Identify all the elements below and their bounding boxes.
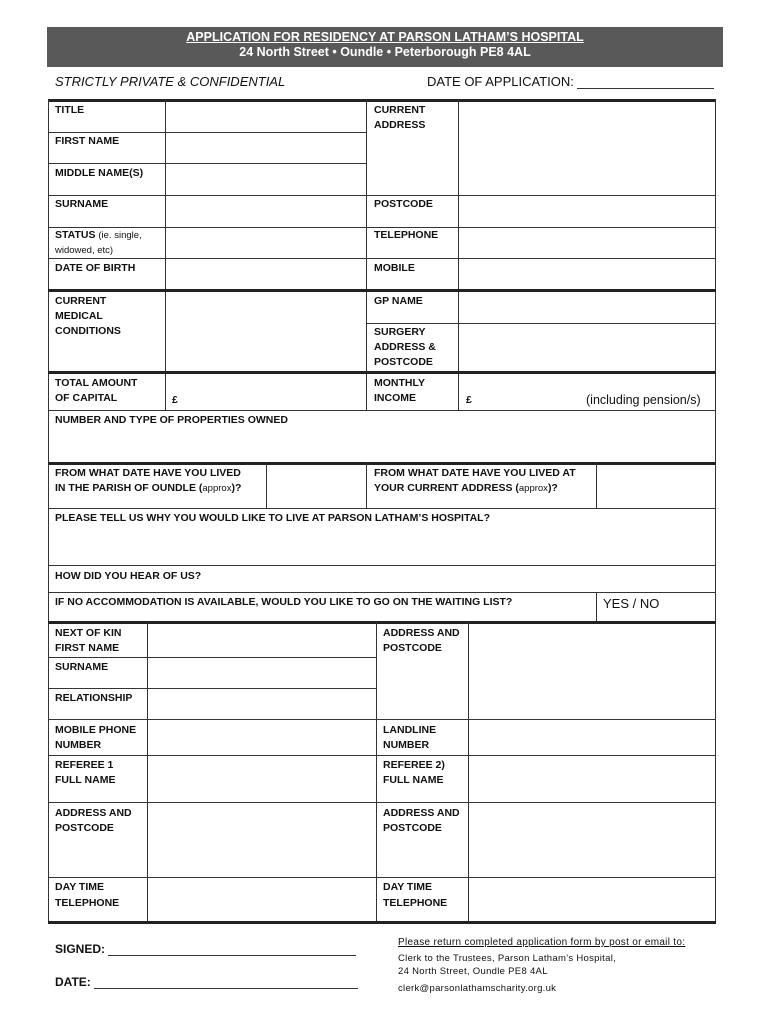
gp-name-label: GP NAME — [374, 295, 423, 307]
status-label-text: STATUS — [55, 229, 96, 241]
mobile-field[interactable] — [459, 259, 715, 289]
form-title: APPLICATION FOR RESIDENCY AT PARSON LATHAM’S HOSPITAL — [186, 30, 584, 44]
ref1-address-label-1: ADDRESS AND — [55, 807, 132, 819]
current-address-date-field[interactable] — [597, 465, 715, 508]
gp-name-field[interactable] — [459, 292, 715, 323]
telephone-field[interactable] — [459, 228, 715, 258]
oundle-date-label-1: FROM WHAT DATE HAVE YOU LIVED — [55, 467, 241, 479]
nok-relationship-label: RELATIONSHIP — [55, 692, 133, 704]
capital-pound-sign: £ — [172, 394, 178, 406]
ref1-day-label-2: TELEPHONE — [55, 897, 120, 909]
date-of-application — [427, 74, 714, 89]
current-date-label-1: FROM WHAT DATE HAVE YOU LIVED AT — [374, 467, 576, 479]
postcode-field[interactable] — [459, 196, 715, 227]
date-field[interactable] — [94, 976, 358, 989]
current-address-label-1: CURRENT — [374, 104, 426, 116]
ref2-label-2: FULL NAME — [383, 774, 444, 786]
income-label-1: MONTHLY — [374, 377, 425, 389]
surgery-label-2: ADDRESS & — [374, 341, 436, 353]
nok-label-2: FIRST NAME — [55, 642, 120, 654]
nok-mobile-label-2: NUMBER — [55, 739, 102, 751]
income-pound-sign: £ — [466, 394, 472, 406]
surname-field[interactable] — [166, 196, 366, 227]
why-label: PLEASE TELL US WHY YOU WOULD LIKE TO LIVE AT PARSON LATHAM’S HOSPITAL? — [55, 512, 490, 524]
properties-label: NUMBER AND TYPE OF PROPERTIES OWNED — [55, 414, 288, 426]
date-of-application-field[interactable] — [577, 74, 714, 89]
title-label: TITLE — [55, 104, 85, 116]
ref1-address-label-2: POSTCODE — [55, 822, 114, 834]
surgery-label-3: POSTCODE — [374, 356, 433, 368]
telephone-label: TELEPHONE — [374, 229, 439, 241]
nok-landline-label-1: LANDLINE — [383, 724, 437, 736]
heard-label: HOW DID YOU HEAR OF US? — [55, 570, 202, 582]
medical-label-2: MEDICAL — [55, 310, 103, 322]
waiting-list-label: IF NO ACCOMMODATION IS AVAILABLE, WOULD YOU LIKE TO GO ON THE WAITING LIST? — [55, 596, 513, 608]
medical-conditions-field[interactable] — [166, 292, 366, 371]
oundle-date-field[interactable] — [267, 465, 366, 508]
nok-mobile-label-1: MOBILE PHONE — [55, 724, 137, 736]
mobile-label: MOBILE — [374, 262, 415, 274]
middle-names-label: MIDDLE NAME(S) — [55, 167, 144, 179]
current-address-label-2: ADDRESS — [374, 119, 426, 131]
date-of-application-label: DATE OF APPLICATION: — [427, 74, 574, 89]
oundle-date-label-2-end: )? — [231, 482, 242, 494]
nok-address-label-1: ADDRESS AND — [383, 627, 460, 639]
surgery-address-field[interactable] — [459, 324, 715, 371]
oundle-date-label-2 — [55, 481, 241, 496]
capital-label-1: TOTAL AMOUNT — [55, 377, 138, 389]
capital-label-2: OF CAPITAL — [55, 392, 118, 404]
dob-field[interactable] — [166, 259, 366, 289]
medical-label-1: CURRENT — [55, 295, 107, 307]
ref2-label-1: REFEREE 2) — [383, 759, 445, 771]
form-header — [47, 27, 723, 67]
current-approx: approx — [518, 483, 548, 494]
surgery-label-1: SURGERY — [374, 326, 426, 338]
ref1-label-2: FULL NAME — [55, 774, 116, 786]
return-line-1: Clerk to the Trustees, Parson Latham’s Hospital, — [398, 953, 617, 964]
date-label: DATE: — [55, 975, 91, 989]
surname-label: SURNAME — [55, 198, 109, 210]
income-label-2: INCOME — [374, 392, 416, 404]
current-date-label-2-text: YOUR CURRENT ADDRESS ( — [374, 482, 519, 494]
nok-address-label-2: POSTCODE — [383, 642, 442, 654]
signed-row — [55, 942, 356, 956]
signature-field[interactable] — [108, 943, 356, 956]
form-address: 24 North Street • Oundle • Peterborough PE8 4AL — [239, 45, 531, 59]
postcode-label: POSTCODE — [374, 198, 433, 210]
status-label — [55, 228, 163, 258]
current-date-label-2 — [374, 481, 558, 496]
ref1-label-1: REFEREE 1 — [55, 759, 114, 771]
yes-no-option[interactable]: YES / NO — [603, 596, 660, 611]
return-instructions-title: Please return completed application form by post or email to: — [398, 937, 686, 948]
nok-landline-label-2: NUMBER — [383, 739, 430, 751]
why-field[interactable] — [49, 530, 715, 565]
ref1-day-label-1: DAY TIME — [55, 881, 105, 893]
ref2-address-label-1: ADDRESS AND — [383, 807, 460, 819]
current-date-label-2-end: )? — [547, 482, 558, 494]
return-email[interactable]: clerk@parsonlathamscharity.org.uk — [398, 983, 557, 994]
title-field[interactable] — [166, 100, 366, 131]
current-address-field[interactable] — [459, 100, 715, 195]
confidential-notice: STRICTLY PRIVATE & CONFIDENTIAL — [55, 74, 286, 89]
oundle-approx: approx — [202, 483, 232, 494]
return-line-2: 24 North Street, Oundle PE8 4AL — [398, 966, 548, 977]
date-row — [55, 975, 358, 989]
ref2-address-label-2: POSTCODE — [383, 822, 442, 834]
pension-note: (including pension/s) — [586, 393, 701, 407]
status-hint: (ie. single, widowed, etc) — [55, 230, 142, 256]
ref2-day-label-1: DAY TIME — [383, 881, 433, 893]
nok-surname-label: SURNAME — [55, 661, 109, 673]
middle-names-field[interactable] — [166, 164, 366, 195]
oundle-date-label-2-text: IN THE PARISH OF OUNDLE ( — [55, 482, 203, 494]
signed-label: SIGNED: — [55, 942, 106, 956]
ref2-day-label-2: TELEPHONE — [383, 897, 448, 909]
medical-label-3: CONDITIONS — [55, 325, 121, 337]
first-name-field[interactable] — [166, 133, 366, 163]
first-name-label: FIRST NAME — [55, 135, 120, 147]
nok-label-1: NEXT OF KIN — [55, 627, 122, 639]
status-field[interactable] — [166, 228, 366, 258]
dob-label: DATE OF BIRTH — [55, 262, 136, 274]
